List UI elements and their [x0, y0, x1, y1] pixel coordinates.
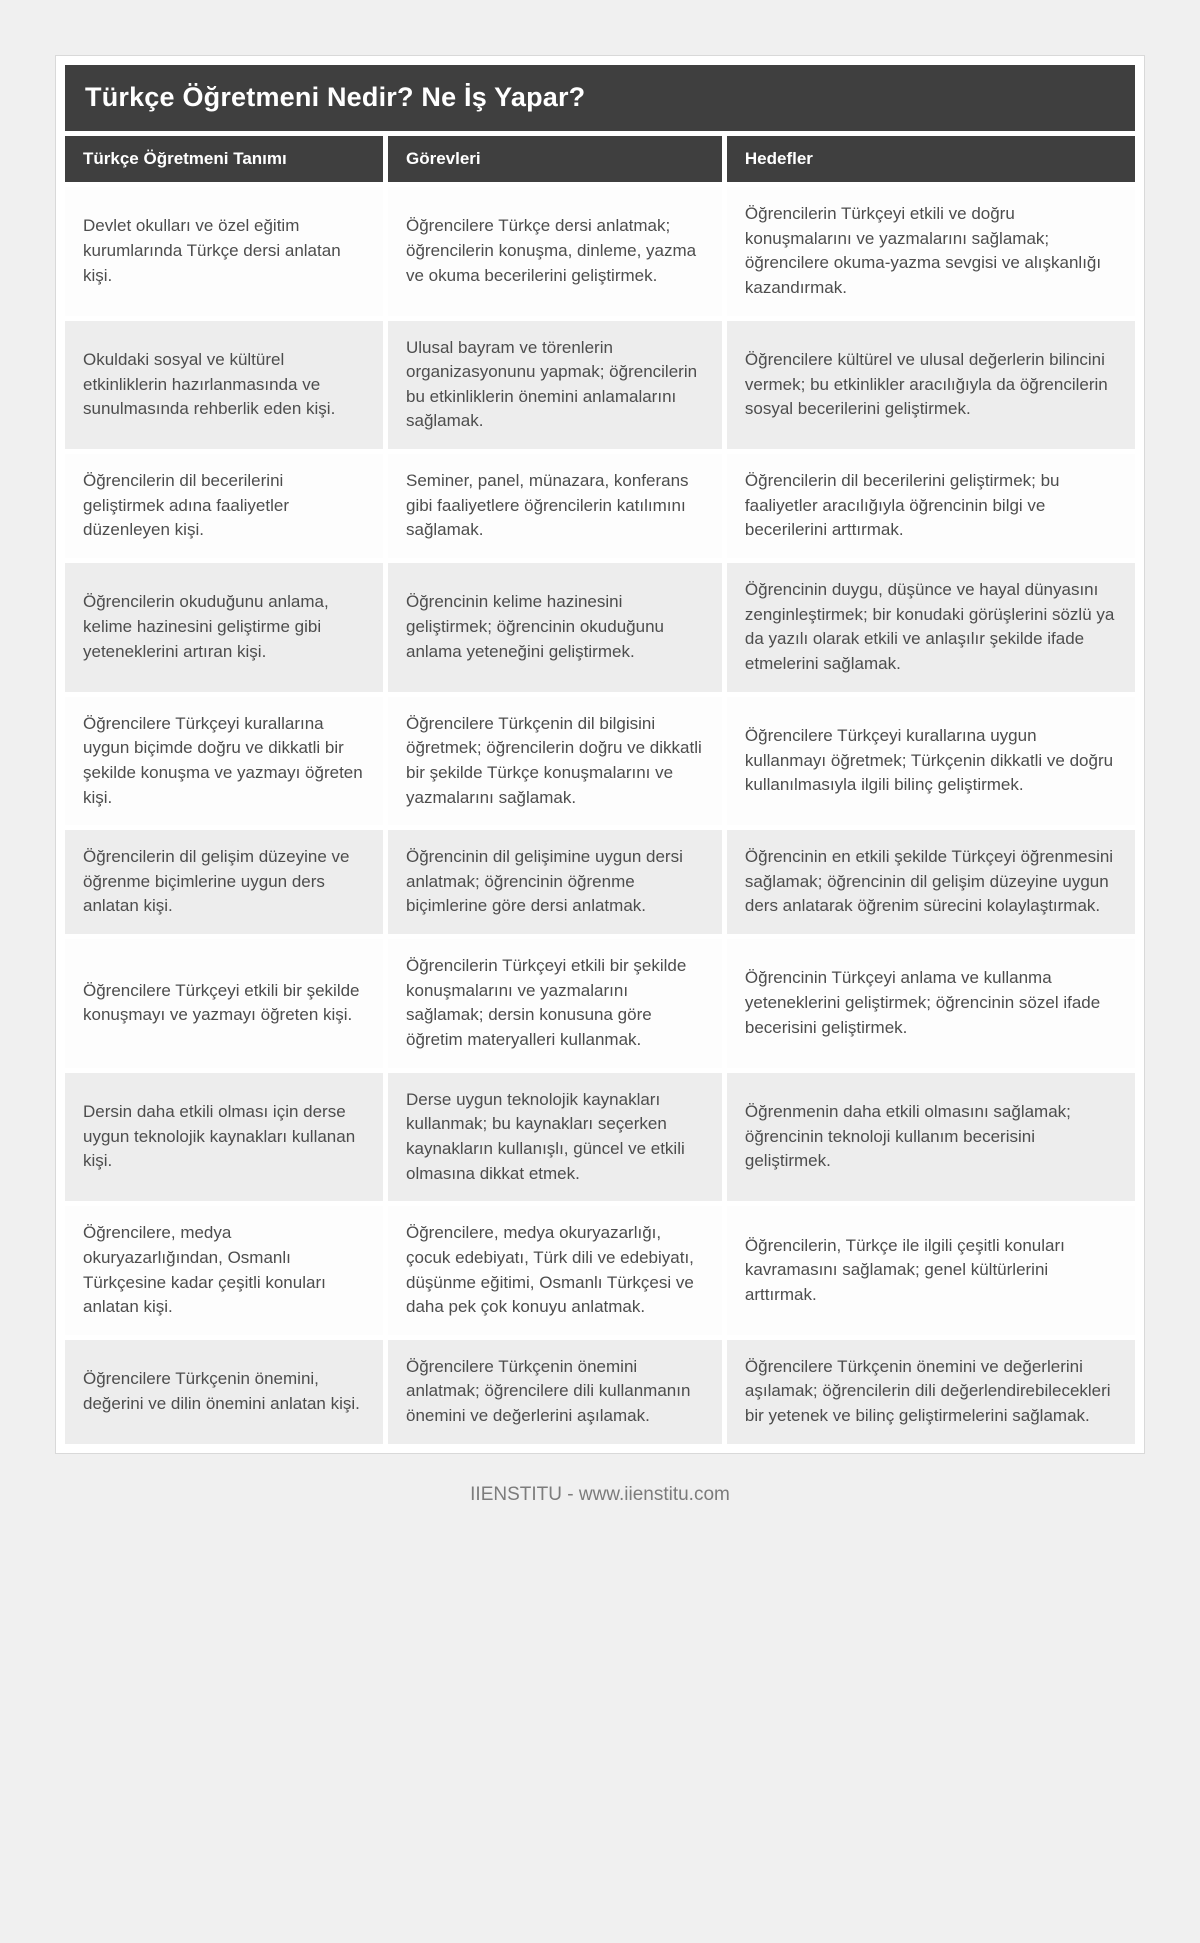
- cell-gorev: Seminer, panel, münazara, konferans gibi faaliyetlere öğrencilerin katılımını sağlamak.: [388, 454, 722, 558]
- cell-hedef: Öğrencinin duygu, düşünce ve hayal dünyasını zenginleştirmek; bir konudaki görüşlerini sözlü ya da yazılı olarak etkili ve anlaşılır şekilde ifade etmelerini sağlamak.: [727, 563, 1135, 692]
- table-row: [65, 697, 1135, 826]
- cell-hedef: Öğrenmenin daha etkili olmasını sağlamak; öğrencinin teknoloji kullanım becerisini geliştirmek.: [727, 1073, 1135, 1202]
- table-header-row: [65, 136, 1135, 182]
- table-row: [65, 830, 1135, 934]
- table-row: [65, 321, 1135, 450]
- cell-hedef: Öğrencilerin, Türkçe ile ilgili çeşitli konuları kavramasını sağlamak; genel kültürlerini arttırmak.: [727, 1206, 1135, 1335]
- cell-gorev: Derse uygun teknolojik kaynakları kullanmak; bu kaynakları seçerken kaynakların kullanışlı, güncel ve etkili olmasına dikkat etmek.: [388, 1073, 722, 1202]
- cell-hedef: Öğrencilerin Türkçeyi etkili ve doğru konuşmalarını ve yazmalarını sağlamak; öğrencilere okuma-yazma sevgisi ve alışkanlığı kazandırmak.: [727, 187, 1135, 316]
- cell-tanim: Öğrencilere Türkçeyi kurallarına uygun biçimde doğru ve dikkatli bir şekilde konuşma ve yazmayı öğreten kişi.: [65, 697, 383, 826]
- cell-hedef: Öğrencilerin dil becerilerini geliştirmek; bu faaliyetler aracılığıyla öğrencinin bilgi ve becerilerini arttırmak.: [727, 454, 1135, 558]
- table-row: [65, 563, 1135, 692]
- content-card: [55, 55, 1145, 1454]
- cell-hedef: Öğrencinin en etkili şekilde Türkçeyi öğrenmesini sağlamak; öğrencinin dil gelişim düzeyine uygun ders anlatarak öğrenim sürecini kolaylaştırmak.: [727, 830, 1135, 934]
- cell-gorev: Öğrencilere Türkçenin önemini anlatmak; öğrencilere dili kullanmanın önemini ve değerlerini aşılamak.: [388, 1340, 722, 1444]
- cell-tanim: Dersin daha etkili olması için derse uygun teknolojik kaynakları kullanan kişi.: [65, 1073, 383, 1202]
- column-header-gorevleri: Görevleri: [388, 136, 722, 182]
- cell-tanim: Öğrencilerin dil becerilerini geliştirmek adına faaliyetler düzenleyen kişi.: [65, 454, 383, 558]
- cell-hedef: Öğrencilere kültürel ve ulusal değerlerin bilincini vermek; bu etkinlikler aracılığıyla da öğrencilerin sosyal becerilerini geliştirmek.: [727, 321, 1135, 450]
- cell-gorev: Öğrencinin kelime hazinesini geliştirmek; öğrencinin okuduğunu anlama yeteneğini geliştirmek.: [388, 563, 722, 692]
- page-title: Türkçe Öğretmeni Nedir? Ne İş Yapar?: [65, 65, 1135, 131]
- table-row: [65, 1340, 1135, 1444]
- cell-hedef: Öğrencilere Türkçenin önemini ve değerlerini aşılamak; öğrencilerin dili değerlendirebilecekleri bir yetenek ve bilinç geliştirmelerini sağlamak.: [727, 1340, 1135, 1444]
- cell-gorev: Öğrencilere, medya okuryazarlığı, çocuk edebiyatı, Türk dili ve edebiyatı, düşünme eğitimi, Osmanlı Türkçesi ve daha pek çok konuyu anlatmak.: [388, 1206, 722, 1335]
- column-header-tanim: Türkçe Öğretmeni Tanımı: [65, 136, 383, 182]
- table-row: [65, 187, 1135, 316]
- cell-tanim: Öğrencilere, medya okuryazarlığından, Osmanlı Türkçesine kadar çeşitli konuları anlatan kişi.: [65, 1206, 383, 1335]
- table-row: [65, 939, 1135, 1068]
- cell-tanim: Öğrencilere Türkçeyi etkili bir şekilde konuşmayı ve yazmayı öğreten kişi.: [65, 939, 383, 1068]
- cell-gorev: Öğrencilerin Türkçeyi etkili bir şekilde konuşmalarını ve yazmalarını sağlamak; dersin konusuna göre öğretim materyalleri kullanmak.: [388, 939, 722, 1068]
- footer-text: IIENSTITU - www.iienstitu.com: [470, 1483, 730, 1505]
- cell-gorev: Ulusal bayram ve törenlerin organizasyonunu yapmak; öğrencilerin bu etkinliklerin önemini anlamalarını sağlamak.: [388, 321, 722, 450]
- table-body: [65, 187, 1135, 1444]
- cell-tanim: Öğrencilerin okuduğunu anlama, kelime hazinesini geliştirme gibi yeteneklerini artıran kişi.: [65, 563, 383, 692]
- cell-tanim: Öğrencilere Türkçenin önemini, değerini ve dilin önemini anlatan kişi.: [65, 1340, 383, 1444]
- cell-tanim: Okuldaki sosyal ve kültürel etkinliklerin hazırlanmasında ve sunulmasında rehberlik eden kişi.: [65, 321, 383, 450]
- teacher-info-table: [60, 131, 1140, 1449]
- cell-hedef: Öğrencilere Türkçeyi kurallarına uygun kullanmayı öğretmek; Türkçenin dikkatli ve doğru kullanılmasıyla ilgili bilinç geliştirmek.: [727, 697, 1135, 826]
- cell-hedef: Öğrencinin Türkçeyi anlama ve kullanma yeteneklerini geliştirmek; öğrencinin sözel ifade becerisini geliştirmek.: [727, 939, 1135, 1068]
- cell-gorev: Öğrencinin dil gelişimine uygun dersi anlatmak; öğrencinin öğrenme biçimlerine göre dersi anlatmak.: [388, 830, 722, 934]
- table-row: [65, 1073, 1135, 1202]
- cell-gorev: Öğrencilere Türkçenin dil bilgisini öğretmek; öğrencilerin doğru ve dikkatli bir şekilde Türkçe konuşmalarını ve yazmalarını sağlamak.: [388, 697, 722, 826]
- column-header-hedefler: Hedefler: [727, 136, 1135, 182]
- cell-tanim: Öğrencilerin dil gelişim düzeyine ve öğrenme biçimlerine uygun ders anlatan kişi.: [65, 830, 383, 934]
- table-row: [65, 454, 1135, 558]
- table-row: [65, 1206, 1135, 1335]
- cell-gorev: Öğrencilere Türkçe dersi anlatmak; öğrencilerin konuşma, dinleme, yazma ve okuma becerilerini geliştirmek.: [388, 187, 722, 316]
- cell-tanim: Devlet okulları ve özel eğitim kurumlarında Türkçe dersi anlatan kişi.: [65, 187, 383, 316]
